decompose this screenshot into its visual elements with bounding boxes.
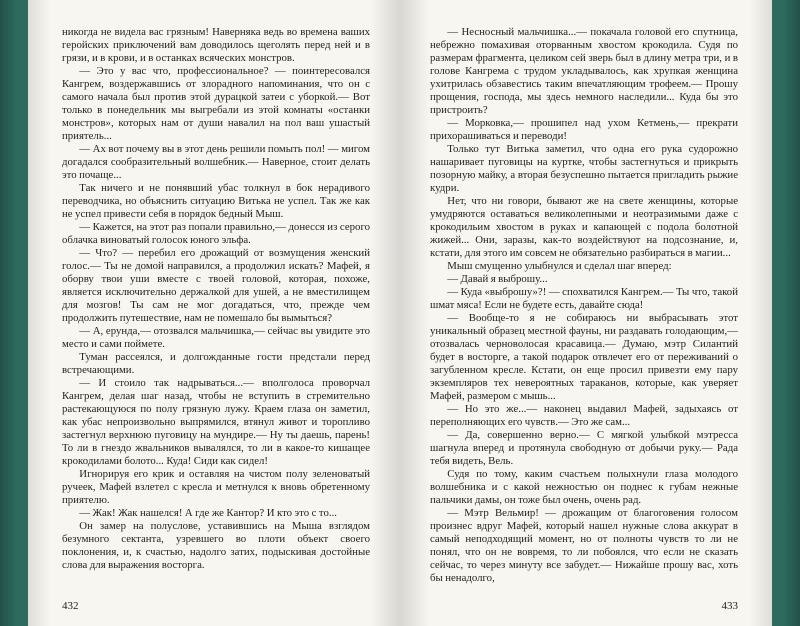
paragraph: Судя по тому, каким счастьем полыхнули глаза молодого волшебника и с какой нежностью он поднес к губам нежные пальчики дамы, он тоже был очень, очень рад. xyxy=(430,468,738,506)
page-right-text xyxy=(430,26,738,596)
paragraph: — Морковка,— прошипел над ухом Кетмень,— прекрати прихорашиваться и переводи! xyxy=(430,117,738,142)
paragraph: — Да, совершенно верно.— С мягкой улыбкой мэтресса шагнула вперед и протянула свободную от добычи руку.— Рада тебя видеть, Вель. xyxy=(430,429,738,467)
paragraph: — Что? — перебил его дрожащий от возмущения женский голос.— Ты не домой направился, а продолжил искать? Мафей, я оборву твои уши вместе с твоей головой, которая, похоже, является исключительно держалкой для ушей, а не вместилищем для мозгов! Ты сам не мог догадаться, что, прежде чем продолжить путешествие, нам не помешало бы вымыться? xyxy=(62,247,370,324)
paragraph: никогда не видела вас грязным! Наверняка ведь во времена ваших геройских приключений вам доводилось щеголять перед ней и в грязи, и в крови, и в останках всяческих монстров. xyxy=(62,26,370,64)
paragraph: — И стоило так надрываться...— вполголоса проворчал Кангрем, делая шаг назад, чтобы не вступить в стремительно растекающуюся по полу грязную лужу. Краем глаза он заметил, как убас непроизвольно выпрямился, втянул живот и торопливо застегнул верхнюю пуговицу на мундире.— Ну ты даешь, парень! То ли в гнездо жвальников вывалялся, то ли в какое-то кишащее крокодилами болото... Куда! Сиди как сидел! xyxy=(62,377,370,467)
paragraph: — Вообще-то я не собираюсь ни выбрасывать этот уникальный образец местной фауны, ни раздавать голодающим,— отозвалась черноволосая красавица.— Думаю, мэтр Силантий будет в восторге, а такой подарок отвлечет его от переживаний о загубленном кресле. Кстати, он еще просил привезти ему пару экземпляров тех невероятных тараканов, которые, как уверяет Мафей, размером с мышь... xyxy=(430,312,738,402)
paragraph: Так ничего и не понявший убас толкнул в бок нерадивого переводчика, но объяснить ситуацию Витька не успел. Так же как не успел привести себя в порядок бедный Мыш. xyxy=(62,182,370,220)
book-spread xyxy=(28,0,772,626)
paragraph: — Но это же...— наконец выдавил Мафей, задыхаясь от переполняющих его чувств.— Это же сам... xyxy=(430,403,738,428)
paragraph: Туман рассеялся, и долгожданные гости предстали перед встречающими. xyxy=(62,351,370,376)
page-right xyxy=(400,0,772,626)
paragraph: — Давай я выброшу... xyxy=(447,273,548,285)
book-cover-edge-right xyxy=(772,0,800,626)
page-left xyxy=(28,0,400,626)
paragraph: Он замер на полуслове, уставившись на Мыша взглядом безумного сектанта, узревшего во плоти объект своего поклонения, и, к счастью, надолго затих, подыскивая достойные слова для выражения восторга. xyxy=(62,520,370,571)
page-number-right: 433 xyxy=(721,600,738,612)
paragraph: — Ах вот почему вы в этот день решили помыть пол! — мигом догадался сообразительный волшебник.— Наверное, стоит делать это почаще... xyxy=(62,143,370,181)
paragraph: — Кажется, на этот раз попали правильно,— донесся из серого облачка виноватый голосок юного эльфа. xyxy=(62,221,370,246)
paragraph: Игнорируя его крик и оставляя на чистом полу зеленоватый ручеек, Мафей взлетел с кресла и метнулся к вновь обретенному приятелю. xyxy=(62,468,370,506)
book-cover-edge-left xyxy=(0,0,28,626)
paragraph: — Мэтр Вельмир! — дрожащим от благоговения голосом произнес вдруг Мафей, который нашел нужные слова аккурат в самый неподходящий момент, но от полноты чувств то ли не понял, что он не вовремя, то ли побоялся, что если не сказать сейчас, то через минуту все забудет.— Нижайше прошу вас, хоть бы ненадолго, xyxy=(430,507,738,584)
paragraph: — Это у вас что, профессиональное? — поинтересовался Кангрем, воздержавшись от злорадного напоминания, что он с самого начала был против этой дурацкой затеи с уборкой.— Вот только в понедельник мы выгребали из этой комнаты «останки монстров», которых нам от души навалил на пол ваш ушастый приятель... xyxy=(62,65,370,142)
paragraph: — Несносный мальчишка...— покачала головой его спутница, небрежно помахивая оторванным хвостом крокодила. Судя по размерам фрагмента, целиком сей зверь был в длину метра три, и в голове Кангрема с трудом укладывалось, как хрупкая женщина ухитрилась обзавестись таким впечатляющим трофеем.— Прошу прощения, господа, мы здесь немного наследили... Куда бы это пристроить? xyxy=(430,26,738,116)
paragraph: — Куда «выброшу»?! — спохватился Кангрем.— Ты что, такой шмат мяса! Если не будете есть, давайте сюда! xyxy=(430,286,738,311)
paragraph: Мыш смущенно улыбнулся и сделал шаг вперед: xyxy=(447,260,672,272)
paragraph: Только тут Витька заметил, что одна его рука судорожно нашаривает пуговицы на куртке, чтобы застегнуться и прикрыть позорную майку, а вторая безуспешно пытается пригладить рыжие кудри. xyxy=(430,143,738,194)
page-left-text xyxy=(62,26,370,596)
paragraph: — А, ерунда,— отозвался мальчишка,— сейчас вы увидите это место и сами поймете. xyxy=(62,325,370,350)
paragraph: — Жак! Жак нашелся! А где же Кантор? И кто это с то... xyxy=(79,507,337,519)
page-number-left: 432 xyxy=(62,600,79,612)
paragraph: Нет, что ни говори, бывают же на свете женщины, которые умудряются оставаться великолепными и неотразимыми даже с крокодильим хвостом в руках и капающей с подола болотной жижей... Они, заразы, как-то воздействуют на подсознание, и, кстати, для этого им совсем не обязательно разбираться в магии... xyxy=(430,195,738,259)
